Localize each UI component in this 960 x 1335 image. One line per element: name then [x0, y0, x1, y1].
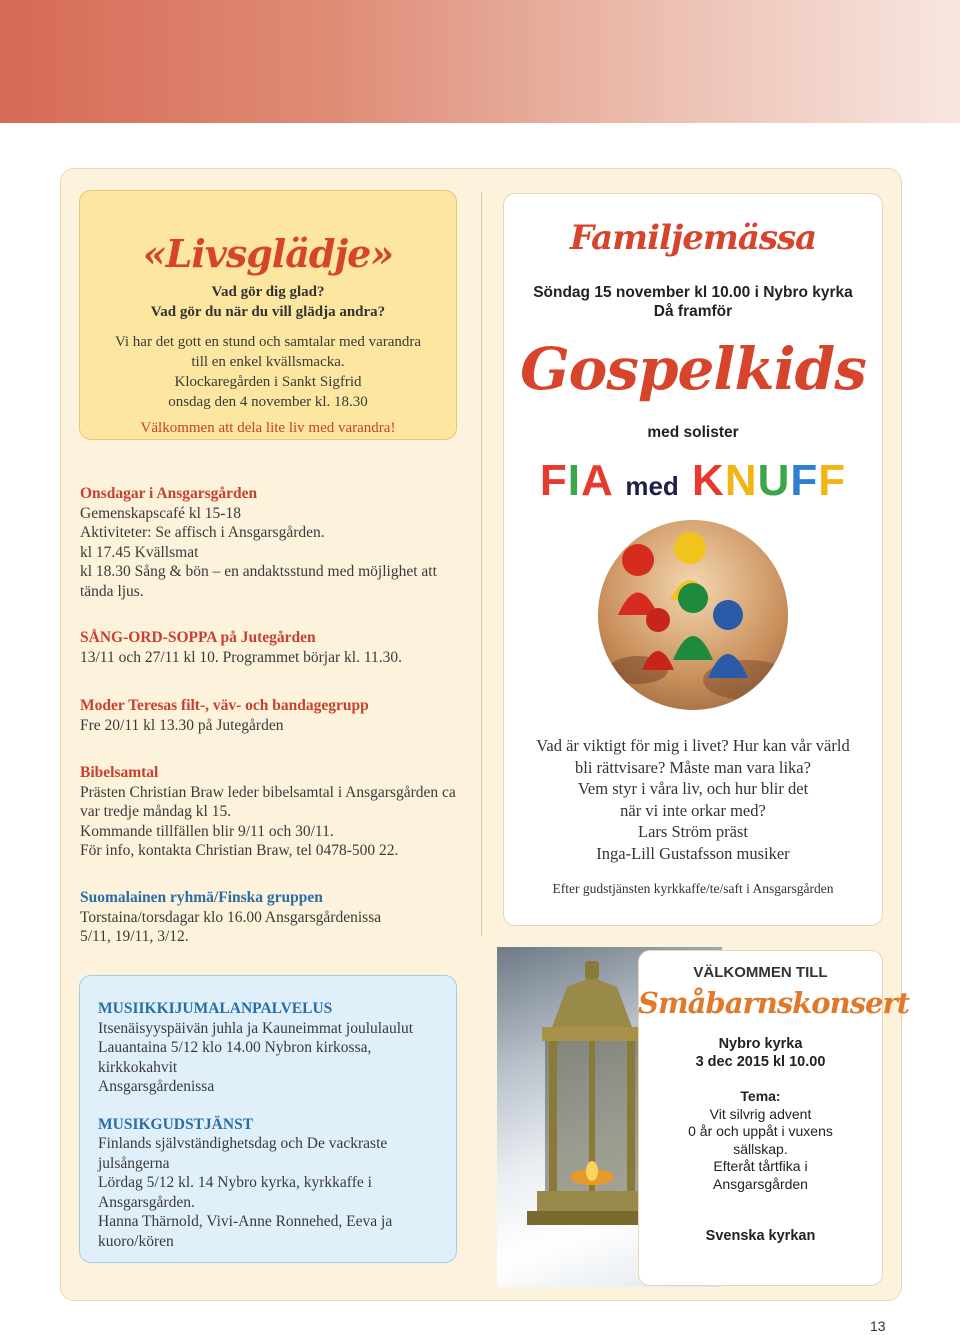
konsert-date: 3 dec 2015 kl 10.00 — [695, 1054, 826, 1070]
konsert-tema-line: 0 år och uppåt i vuxens — [688, 1123, 833, 1139]
bibelsamtal-line: Prästen Christian Braw leder bibelsamtal i Ansgarsgården ca — [80, 783, 456, 801]
suomalainen-line: 5/11, 19/11, 3/12. — [80, 928, 189, 945]
sangordsoppa-section — [80, 628, 470, 667]
familjemassa-line: när vi inte orkar med? — [620, 800, 766, 820]
bibelsamtal-line: För info, kontakta Christian Braw, tel 0478-500 22. — [80, 842, 399, 859]
familjemassa-text — [503, 735, 883, 864]
fia-med: med — [625, 471, 679, 501]
musiikki-section — [98, 999, 448, 1251]
konsert-title: Småbarnskonsert — [638, 986, 910, 1020]
musiikki-line: Itsenäisyyspäivän juhla ja Kauneimmat joululaulut — [98, 1019, 414, 1037]
livsgladje-line: till en enkel kvällsmacka. — [191, 354, 345, 370]
livsgladje-line: Klockaregården i Sankt Sigfrid — [174, 374, 362, 390]
familjemassa-line: Vad är viktigt för mig i livet? Hur kan vår värld — [536, 736, 850, 755]
fia-letter: I — [567, 456, 581, 505]
konsert-welcome: VÄLKOMMEN TILL — [693, 964, 828, 981]
moder-line: Fre 20/11 kl 13.30 på Jutegården — [80, 716, 284, 734]
konsert-org: Svenska kyrkan — [705, 1228, 816, 1244]
familjemassa-title: Familjemässa — [569, 218, 817, 258]
bibelsamtal-line: Kommande tillfällen blir 9/11 och 30/11. — [80, 822, 334, 840]
livsgladje-welcome: Välkommen att dela lite liv med varandra! — [140, 420, 396, 436]
game-pieces-photo — [598, 520, 788, 710]
konsert-tema-line: Efteråt tårtfika i — [713, 1158, 808, 1174]
knuff-letter: U — [757, 456, 791, 505]
konsert-tema-label: Tema: — [740, 1088, 781, 1104]
musik-line: Hanna Thärnold, Vivi-Anne Ronnehed, Eeva ja — [98, 1213, 393, 1230]
familjemassa-line: Inga-Lill Gustafsson musiker — [596, 843, 790, 863]
header-bar — [0, 0, 960, 123]
onsdagar-line: kl 17.45 Kvällsmat — [80, 543, 199, 561]
konsert-tema-line: Vit silvrig advent — [709, 1105, 812, 1122]
onsdagar-line: Gemenskapscafé kl 15-18 — [80, 504, 241, 522]
familjemassa-date: Söndag 15 november kl 10.00 i Nybro kyrka — [533, 284, 853, 301]
livsgladje-title: «Livsglädje» — [142, 231, 394, 276]
knuff-letter: N — [724, 456, 758, 505]
konsert-tema-line: Ansgarsgården — [713, 1175, 808, 1192]
knuff-letter: F — [790, 456, 819, 505]
bibelsamtal-heading: Bibelsamtal — [80, 764, 159, 781]
familjemassa-framfor: Då framför — [653, 303, 733, 320]
konsert-tema — [638, 1088, 883, 1193]
med-solister: med solister — [647, 424, 739, 441]
gospelkids-title: Gospelkids — [520, 335, 866, 403]
musikgudstjanst-heading: MUSIKGUDSTJÄNST — [98, 1115, 254, 1133]
knuff-letter: F — [818, 456, 847, 505]
bibelsamtal-line: var tredje måndag kl 15. — [80, 803, 232, 820]
konsert-place: Nybro kyrka — [718, 1036, 803, 1052]
musik-line: Finlands självständighetsdag och De vackraste — [98, 1135, 388, 1152]
livsgladje-line: onsdag den 4 november kl. 18.30 — [168, 394, 368, 410]
musiikki-line: kirkkokahvit — [98, 1058, 178, 1076]
sangordsoppa-heading: SÅNG-ORD-SOPPA på Jutegården — [80, 629, 316, 646]
onsdagar-line: kl 18.30 Sång & bön – en andaktsstund med möjlighet att — [80, 563, 437, 580]
musiikki-heading: MUSIIKKIJUMALANPALVELUS — [98, 1000, 333, 1017]
musik-line: kuoro/kören — [98, 1232, 174, 1250]
familjemassa-line: Vem styr i våra liv, och hur blir det — [577, 779, 809, 798]
livsgladje-text — [79, 282, 457, 438]
moder-section — [80, 696, 470, 735]
familjemassa-line: bli rättvisare? Måste man vara lika? — [575, 757, 811, 777]
onsdagar-line: Aktiviteter: Se affisch i Ansgarsgården. — [80, 524, 325, 541]
page-number: 13 — [870, 1318, 886, 1334]
familjemassa-after: Efter gudstjänsten kyrkkaffe/te/saft i Ansgarsgården — [552, 881, 834, 896]
onsdagar-line: tända ljus. — [80, 582, 144, 600]
musiikki-line: Lauantaina 5/12 klo 14.00 Nybron kirkossa, — [98, 1039, 372, 1056]
knuff-letter: K — [692, 456, 725, 505]
familjemassa-line: Lars Ström präst — [638, 822, 748, 841]
musik-line: julsångerna — [98, 1154, 170, 1172]
bibelsamtal-section — [80, 763, 470, 861]
musik-line: Ansgarsgården. — [98, 1193, 195, 1211]
fia-letter: F — [539, 456, 568, 505]
column-divider — [481, 192, 482, 936]
musiikki-line: Ansgarsgårdenissa — [98, 1078, 215, 1095]
suomalainen-line: Torstaina/torsdagar klo 16.00 Ansgarsgårdenissa — [80, 908, 382, 926]
livsgladje-line: Vi har det gott en stund och samtalar med varandra — [114, 334, 422, 350]
konsert-tema-line: sällskap. — [733, 1140, 788, 1157]
onsdagar-heading: Onsdagar i Ansgarsgården — [80, 485, 258, 502]
sangordsoppa-line: 13/11 och 27/11 kl 10. Programmet börjar kl. 11.30. — [80, 648, 403, 666]
suomalainen-section — [80, 888, 470, 947]
familjemassa-intro — [503, 283, 883, 321]
fia-letter: A — [580, 456, 613, 505]
suomalainen-heading: Suomalainen ryhmä/Finska gruppen — [80, 889, 323, 906]
fia-med-knuff — [503, 456, 883, 506]
moder-heading: Moder Teresas filt-, väv- och bandagegrupp — [80, 697, 369, 714]
livsgladje-q2: Vad gör du när du vill glädja andra? — [150, 304, 386, 320]
musik-line: Lördag 5/12 kl. 14 Nybro kyrka, kyrkkaffe i — [98, 1174, 372, 1191]
livsgladje-q1: Vad gör dig glad? — [211, 284, 325, 300]
game-pieces-illustration — [598, 520, 788, 710]
onsdagar-section — [80, 484, 470, 601]
konsert-place-date — [638, 1035, 883, 1071]
